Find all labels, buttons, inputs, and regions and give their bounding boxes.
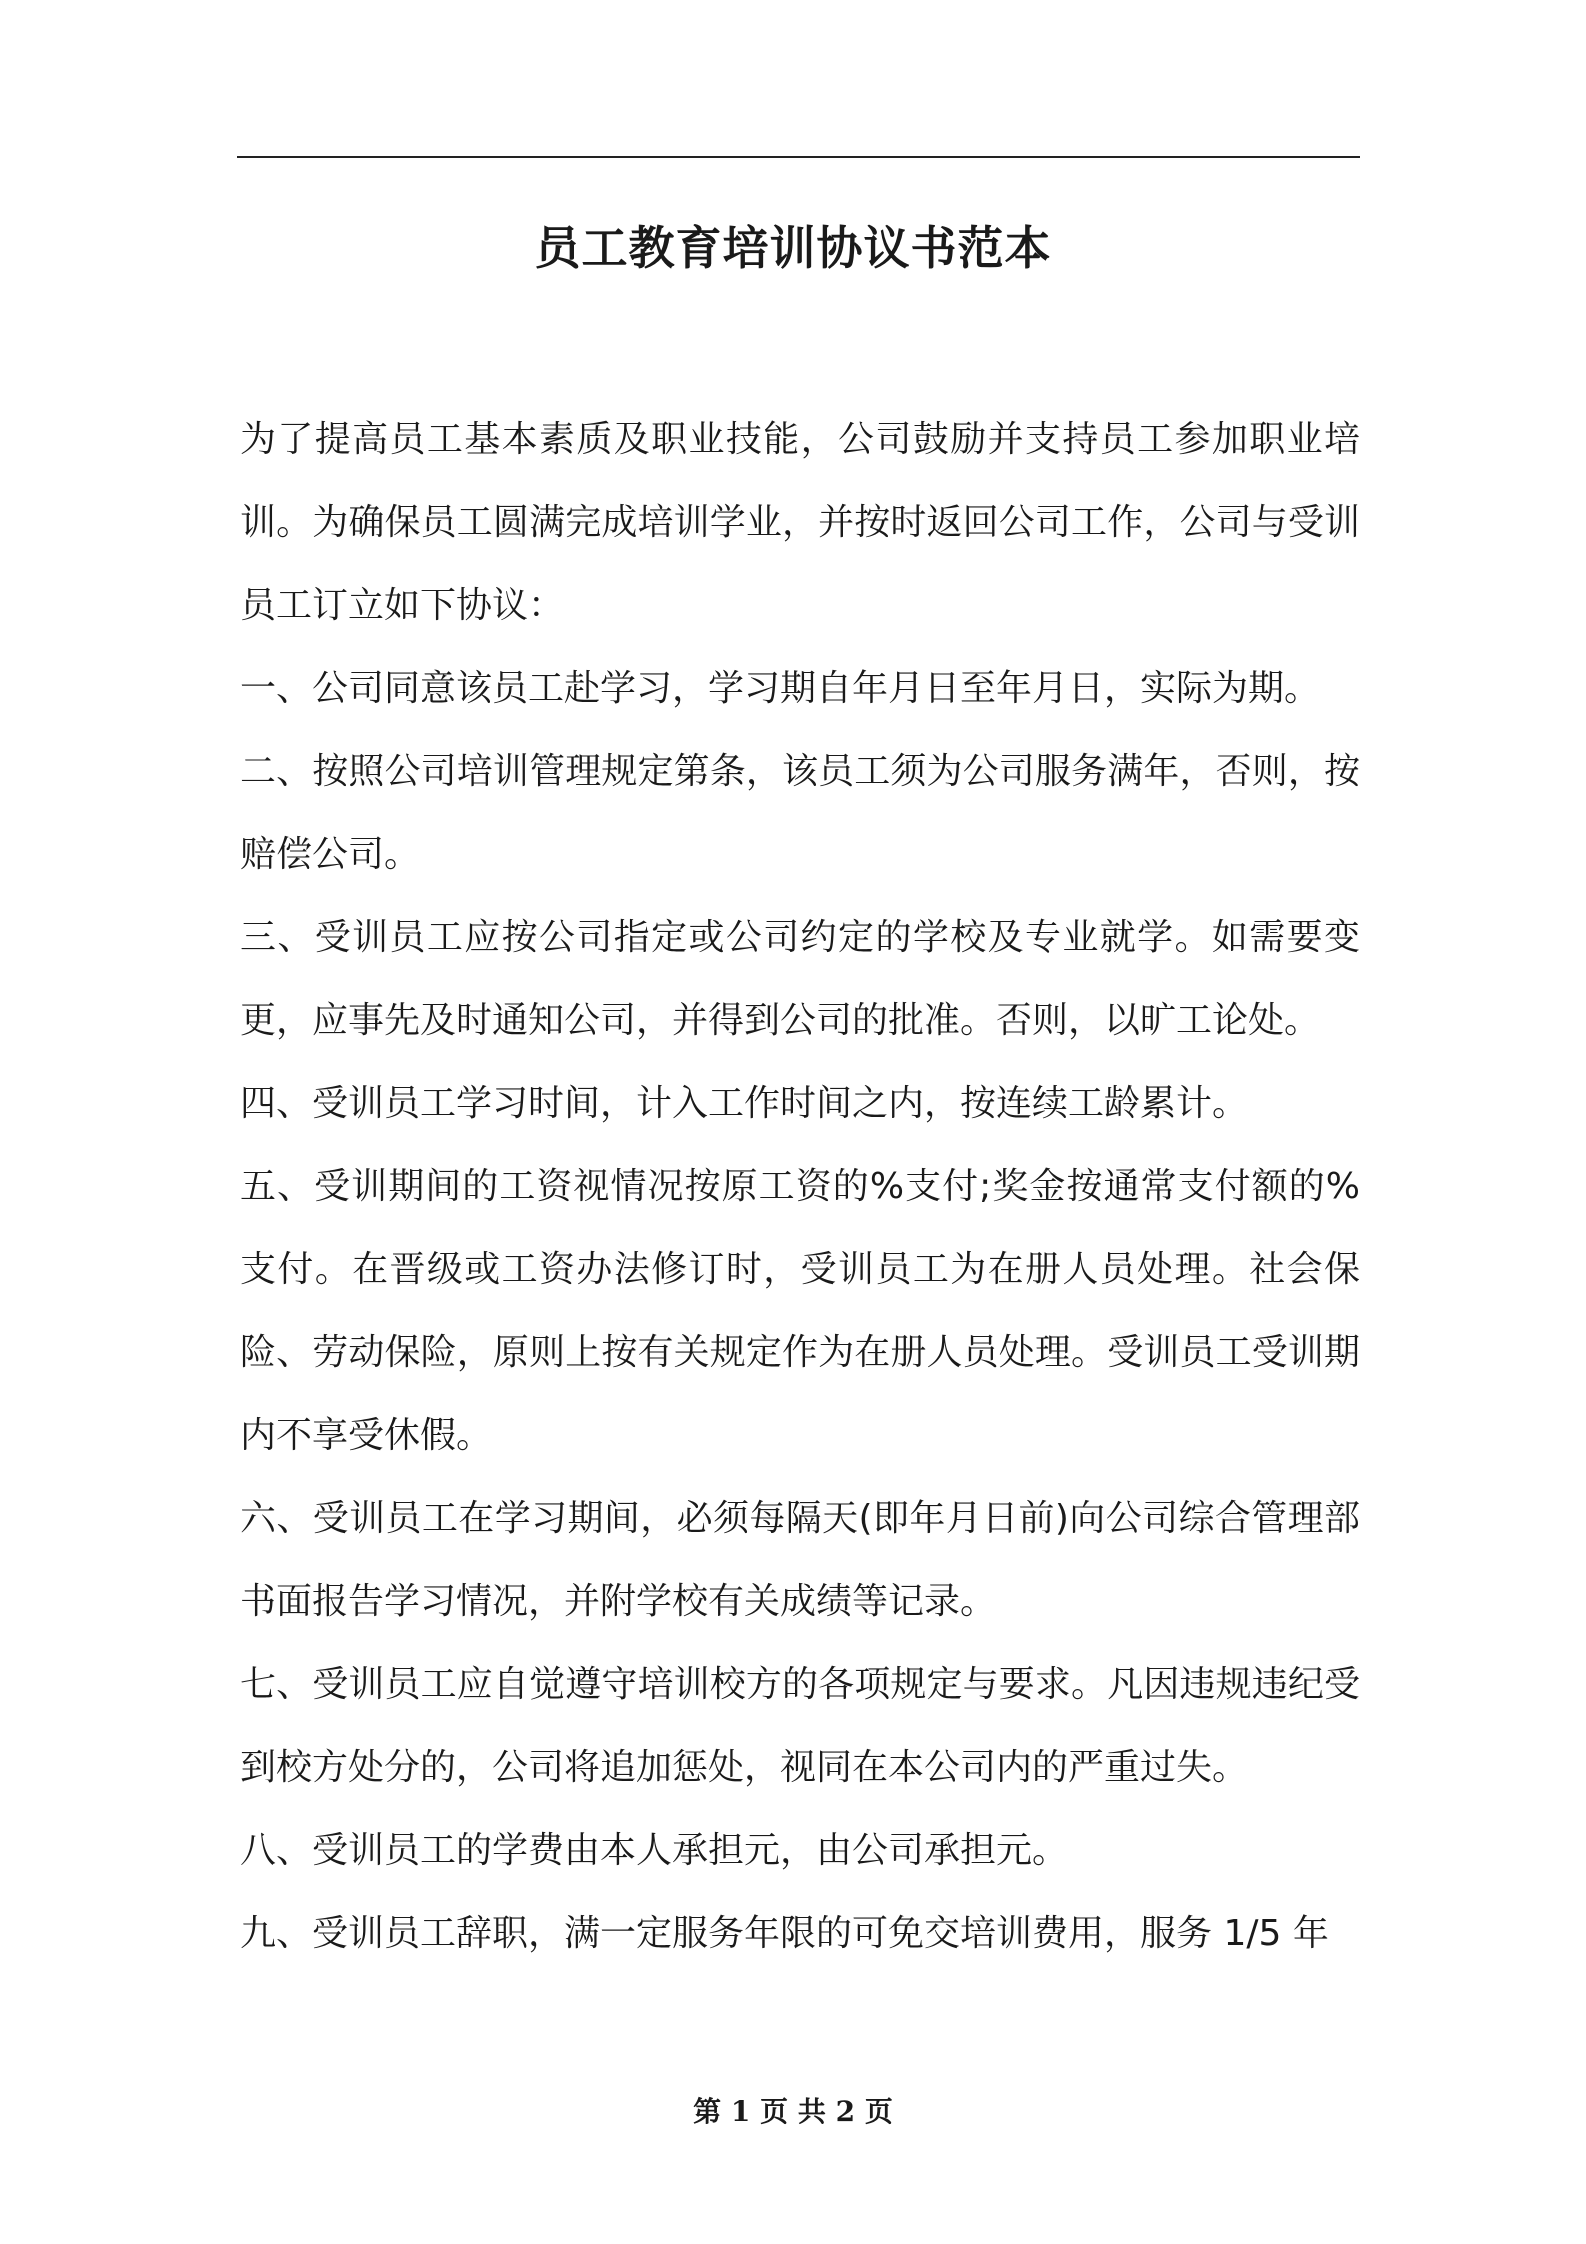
clause-4: 四、受训员工学习时间，计入工作时间之内，按连续工龄累计。 bbox=[240, 1083, 1249, 1124]
header-rule bbox=[237, 156, 1360, 158]
clause-2: 二、按照公司培训管理规定第条，该员工须为公司服务满年，否则，按赔偿公司。 bbox=[240, 751, 1360, 875]
clause-3: 三、受训员工应按公司指定或公司约定的学校及专业就学。如需要变更，应事先及时通知公司，并得到公司的批准。否则，以旷工论处。 bbox=[240, 917, 1360, 1041]
page-number-footer: 第 1 页 共 2 页 bbox=[693, 2095, 893, 2128]
clause-8: 八、受训员工的学费由本人承担元，由公司承担元。 bbox=[240, 1830, 1069, 1871]
clause-5: 五、受训期间的工资视情况按原工资的%支付;奖金按通常支付额的%支付。在晋级或工资办法修订时，受训员工为在册人员处理。社会保险、劳动保险，原则上按有关规定作为在册人员处理。受训员工受训期内不享受休假。 bbox=[240, 1166, 1360, 1456]
intro-paragraph: 为了提高员工基本素质及职业技能，公司鼓励并支持员工参加职业培训。为确保员工圆满完成培训学业，并按时返回公司工作，公司与受训员工订立如下协议： bbox=[240, 419, 1360, 626]
document-title: 员工教育培训协议书范本 bbox=[534, 221, 1052, 275]
clause-7: 七、受训员工应自觉遵守培训校方的各项规定与要求。凡因违规违纪受到校方处分的，公司将追加惩处，视同在本公司内的严重过失。 bbox=[240, 1664, 1360, 1788]
clause-9: 九、受训员工辞职，满一定服务年限的可免交培训费用，服务 1/5 年 bbox=[240, 1913, 1329, 1954]
document-body bbox=[240, 398, 1360, 1975]
clause-1: 一、公司同意该员工赴学习，学习期自年月日至年月日，实际为期。 bbox=[240, 668, 1321, 709]
clause-6: 六、受训员工在学习期间，必须每隔天(即年月日前)向公司综合管理部书面报告学习情况，并附学校有关成绩等记录。 bbox=[240, 1498, 1360, 1622]
